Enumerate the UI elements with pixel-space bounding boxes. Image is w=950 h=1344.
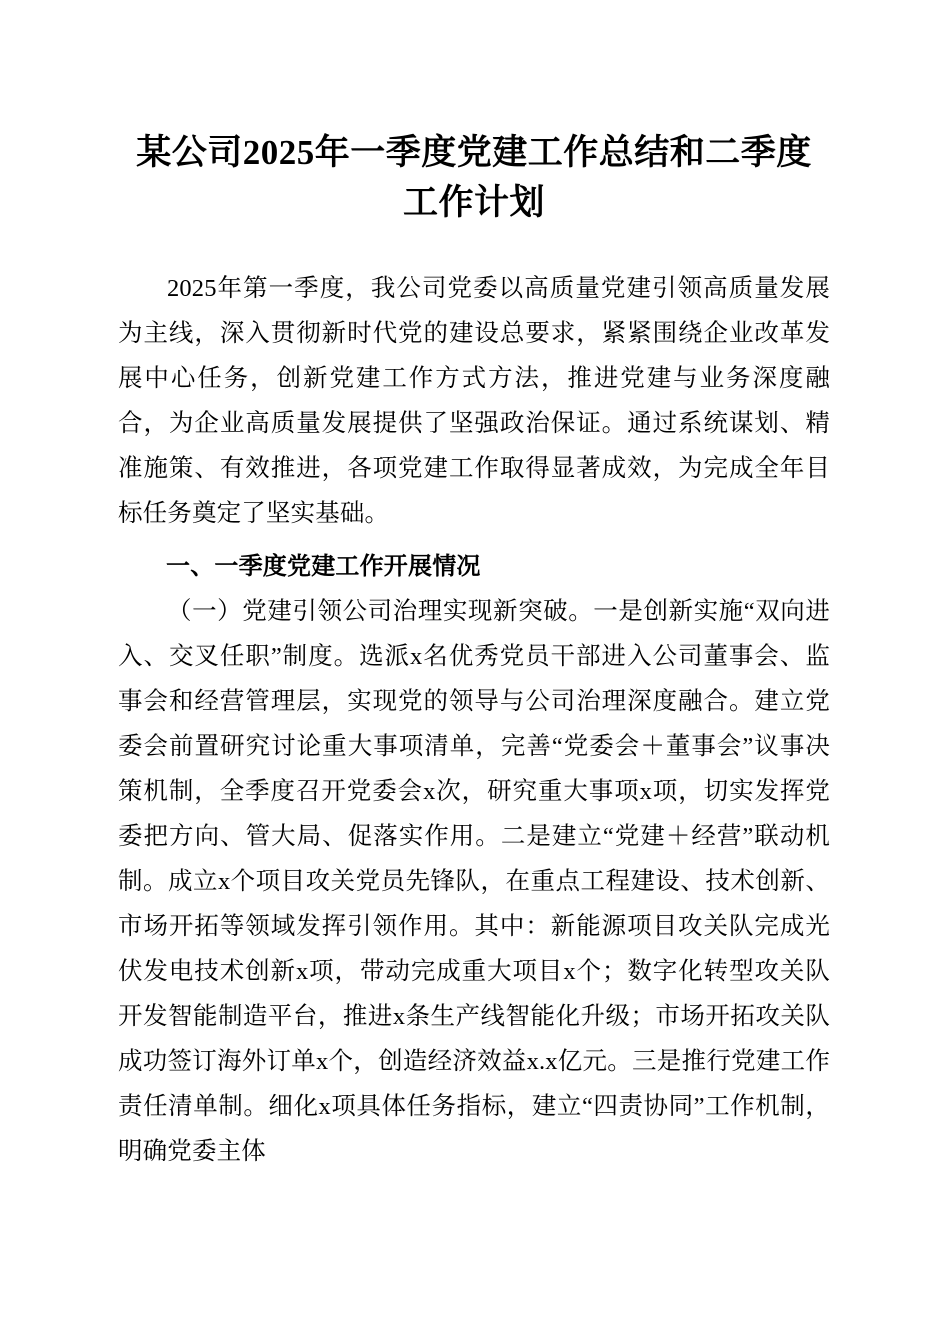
page-content-area bbox=[118, 0, 830, 1174]
paragraph-section-1-item-1: （一）党建引领公司治理实现新突破。一是创新实施“双向进入、交叉任职”制度。选派x名优秀党员干部进入公司董事会、监事会和经营管理层，实现党的领导与公司治理深度融合。建立党委会前置研究讨论重大事项清单，完善“党委会＋董事会”议事决策机制，全季度召开党委会x次，研究重大事项x项，切实发挥党委把方向、管大局、促落实作用。二是建立“党建＋经营”联动机制。成立x个项目攻关党员先锋队，在重点工程建设、技术创新、市场开拓等领域发挥引领作用。其中：新能源项目攻关队完成光伏发电技术创新x项，带动完成重大项目x个；数字化转型攻关队开发智能制造平台，推进x条生产线智能化升级；市场开拓攻关队成功签订海外订单x个，创造经济效益x.x亿元。三是推行党建工作责任清单制。细化x项具体任务指标，建立“四责协同”工作机制，明确党委主体 bbox=[118, 598, 830, 1165]
page-title-line-1: 某公司2025年一季度党建工作总结和二季度 bbox=[136, 133, 812, 172]
section-heading-1: 一、一季度党建工作开展情况 bbox=[166, 553, 481, 580]
page-title bbox=[118, 0, 830, 228]
paragraph-overview: 2025年第一季度，我公司党委以高质量党建引领高质量发展为主线，深入贯彻新时代党的建设总要求，紧紧围绕企业改革发展中心任务，创新党建工作方式方法，推进党建与业务深度融合，为企业高质量发展提供了坚强政治保证。通过系统谋划、精准施策、有效推进，各项党建工作取得显著成效，为完成全年目标任务奠定了坚实基础。 bbox=[118, 275, 830, 527]
page-title-line-2: 工作计划 bbox=[402, 183, 545, 222]
